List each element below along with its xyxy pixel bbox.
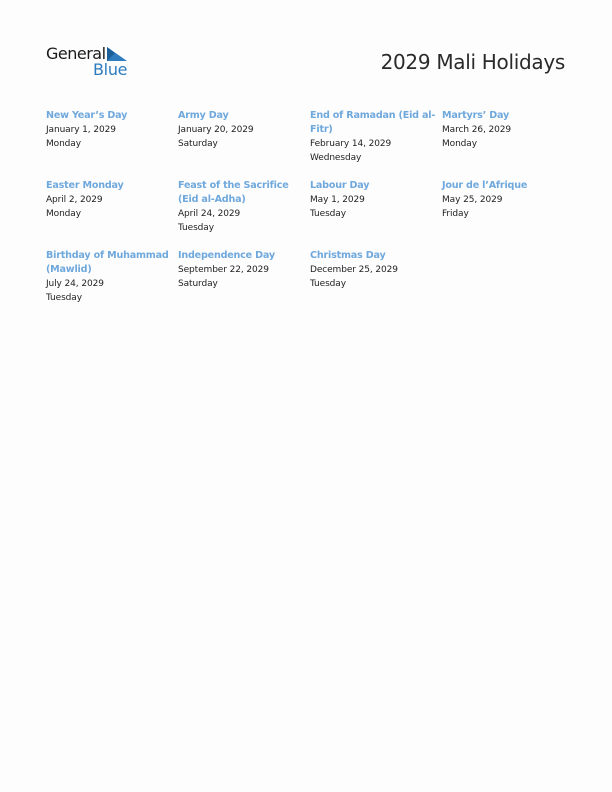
holiday-name: Army Day [178, 110, 229, 121]
holiday-date: January 1, 2029 [46, 125, 116, 135]
holiday-name: Birthday of Muhammad (Mawlid) [46, 250, 169, 275]
holiday-date: January 20, 2029 [178, 125, 254, 135]
holiday-name: Labour Day [310, 180, 370, 191]
holiday-item [310, 249, 442, 305]
holiday-weekday: Tuesday [46, 293, 82, 303]
holiday-name: New Year’s Day [46, 110, 128, 121]
holiday-name: Feast of the Sacrifice (Eid al-Adha) [178, 180, 289, 205]
holiday-item [442, 179, 574, 235]
holiday-item [442, 109, 574, 165]
holiday-item [310, 179, 442, 235]
holiday-name: End of Ramadan (Eid al-Fitr) [310, 110, 436, 135]
holiday-weekday: Tuesday [178, 223, 214, 233]
holiday-weekday: Friday [442, 209, 469, 219]
holiday-name: Christmas Day [310, 250, 386, 261]
holiday-item [310, 109, 442, 165]
holiday-name: Jour de l’Afrique [442, 180, 528, 191]
holiday-date: March 26, 2029 [442, 125, 511, 135]
holiday-weekday: Monday [46, 139, 81, 149]
holiday-item [178, 109, 310, 165]
holiday-date: December 25, 2029 [310, 265, 398, 275]
holiday-date: May 1, 2029 [310, 195, 365, 205]
holiday-weekday: Monday [442, 139, 477, 149]
holiday-date: February 14, 2029 [310, 139, 392, 149]
holiday-date: April 2, 2029 [46, 195, 103, 205]
holiday-weekday: Tuesday [310, 209, 346, 219]
holiday-weekday: Saturday [178, 279, 218, 289]
holiday-name: Easter Monday [46, 180, 124, 191]
holiday-date: July 24, 2029 [46, 279, 104, 289]
holiday-weekday: Saturday [178, 139, 218, 149]
holiday-date: September 22, 2029 [178, 265, 269, 275]
holiday-item [178, 179, 310, 235]
holiday-weekday: Wednesday [310, 153, 362, 163]
holiday-item [46, 249, 178, 305]
logo-word-blue: Blue [93, 60, 128, 79]
holiday-name: Martyrs’ Day [442, 110, 510, 121]
generalblue-logo [46, 44, 130, 80]
holiday-grid [46, 109, 576, 305]
page-title: 2029 Mali Holidays [380, 50, 565, 74]
holiday-weekday: Monday [46, 209, 81, 219]
holiday-item [178, 249, 310, 305]
holiday-item [46, 109, 178, 165]
holiday-name: Independence Day [178, 250, 275, 261]
holiday-date: April 24, 2029 [178, 209, 241, 219]
holiday-date: May 25, 2029 [442, 195, 503, 205]
holiday-weekday: Tuesday [310, 279, 346, 289]
logo-word-general: General [46, 44, 106, 63]
holiday-item [46, 179, 178, 235]
